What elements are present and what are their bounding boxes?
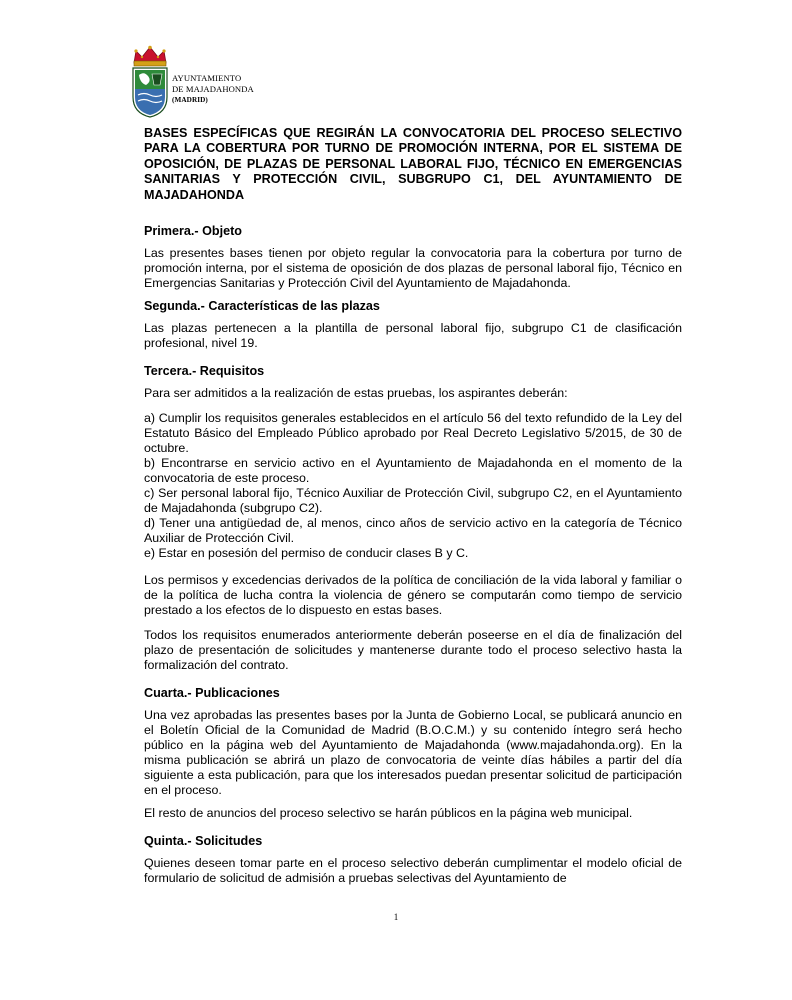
org-line-1: AYUNTAMIENTO bbox=[172, 73, 242, 83]
section-heading-quinta: Quinta.- Solicitudes bbox=[144, 834, 263, 849]
document-body bbox=[144, 126, 682, 886]
section-heading-segunda: Segunda.- Características de las plazas bbox=[144, 299, 380, 314]
section-heading-tercera: Tercera.- Requisitos bbox=[144, 364, 265, 379]
requirements-list bbox=[144, 411, 682, 561]
document-title: BASES ESPECÍFICAS QUE REGIRÁN LA CONVOCATORIA DEL PROCESO SELECTIVO PARA LA COBERTURA POR TURNO DE PROMOCIÓN INTERNA, POR EL SISTEMA DE OPOSICIÓN, DE PLAZAS DE PERSONAL LABORAL FIJO, TÉCNICO EN EMERGENCIAS SANITARIAS Y PROTECCIÓN CIVIL, SUBGRUPO C1, DEL AYUNTAMIENTO DE MAJADAHONDA bbox=[144, 126, 682, 202]
cuarta-paragraph-2: El resto de anuncios del proceso selectivo se harán públicos en la página web municipal. bbox=[144, 806, 633, 821]
requirement-c: c) Ser personal laboral fijo, Técnico Auxiliar de Protección Civil, subgrupo C2, en el Ayuntamiento de Majadahonda (subgrupo C2). bbox=[144, 486, 682, 516]
tercera-paragraph-3: Todos los requisitos enumerados anteriormente deberán poseerse en el día de finalización del plazo de presentación de solicitudes y mantenerse durante todo el proceso selectivo hasta la formalización del contrato. bbox=[144, 628, 682, 673]
quinta-paragraph: Quienes deseen tomar parte en el proceso selectivo deberán cumplimentar el modelo oficial de formulario de solicitud de admisión a pruebas selectivas del Ayuntamiento de bbox=[144, 856, 682, 886]
organization-name bbox=[172, 73, 254, 106]
segunda-paragraph: Las plazas pertenecen a la plantilla de personal laboral fijo, subgrupo C1 de clasificación profesional, nivel 19. bbox=[144, 321, 682, 351]
requirement-a: a) Cumplir los requisitos generales establecidos en el artículo 56 del texto refundido de la Ley del Estatuto Básico del Empleado Público aprobado por Real Decreto Legislativo 5/2015, de 30 de octubre. bbox=[144, 411, 682, 456]
tercera-intro: Para ser admitidos a la realización de estas pruebas, los aspirantes deberán: bbox=[144, 386, 568, 401]
org-line-2: DE MAJADAHONDA bbox=[172, 84, 254, 94]
org-line-3: (MADRID) bbox=[172, 96, 208, 104]
primera-paragraph: Las presentes bases tienen por objeto regular la convocatoria para la cobertura por turno de promoción interna, por el sistema de oposición de dos plazas de personal laboral fijo, Técnico en Emergencias Sanitarias y Protección Civil del Ayuntamiento de Majadahonda. bbox=[144, 246, 682, 291]
page-number: 1 bbox=[393, 912, 399, 922]
section-heading-cuarta: Cuarta.- Publicaciones bbox=[144, 686, 280, 701]
requirement-e: e) Estar en posesión del permiso de conducir clases B y C. bbox=[144, 546, 469, 561]
coat-of-arms-icon bbox=[130, 45, 170, 119]
requirement-d: d) Tener una antigüedad de, al menos, cinco años de servicio activo en la categoría de Técnico Auxiliar de Protección Civil. bbox=[144, 516, 682, 546]
cuarta-paragraph-1: Una vez aprobadas las presentes bases por la Junta de Gobierno Local, se publicará anuncio en el Boletín Oficial de la Comunidad de Madrid (B.O.C.M.) y su contenido íntegro será hecho público en la página web del Ayuntamiento de Majadahonda (www.majadahonda.org). En la misma publicación se abrirá un plazo de convocatoria de veinte días hábiles a partir del día siguiente a esta publicación, para que los interesados puedan presentar solicitud de participación en el proceso. bbox=[144, 708, 682, 798]
tercera-paragraph-2: Los permisos y excedencias derivados de la política de conciliación de la vida laboral y familiar o de la política de lucha contra la violencia de género se computarán como tiempo de servicio prestado a los efectos de lo dispuesto en estas bases. bbox=[144, 573, 682, 618]
section-heading-primera: Primera.- Objeto bbox=[144, 224, 242, 239]
requirement-b: b) Encontrarse en servicio activo en el Ayuntamiento de Majadahonda en el momento de la convocatoria de este proceso. bbox=[144, 456, 682, 486]
